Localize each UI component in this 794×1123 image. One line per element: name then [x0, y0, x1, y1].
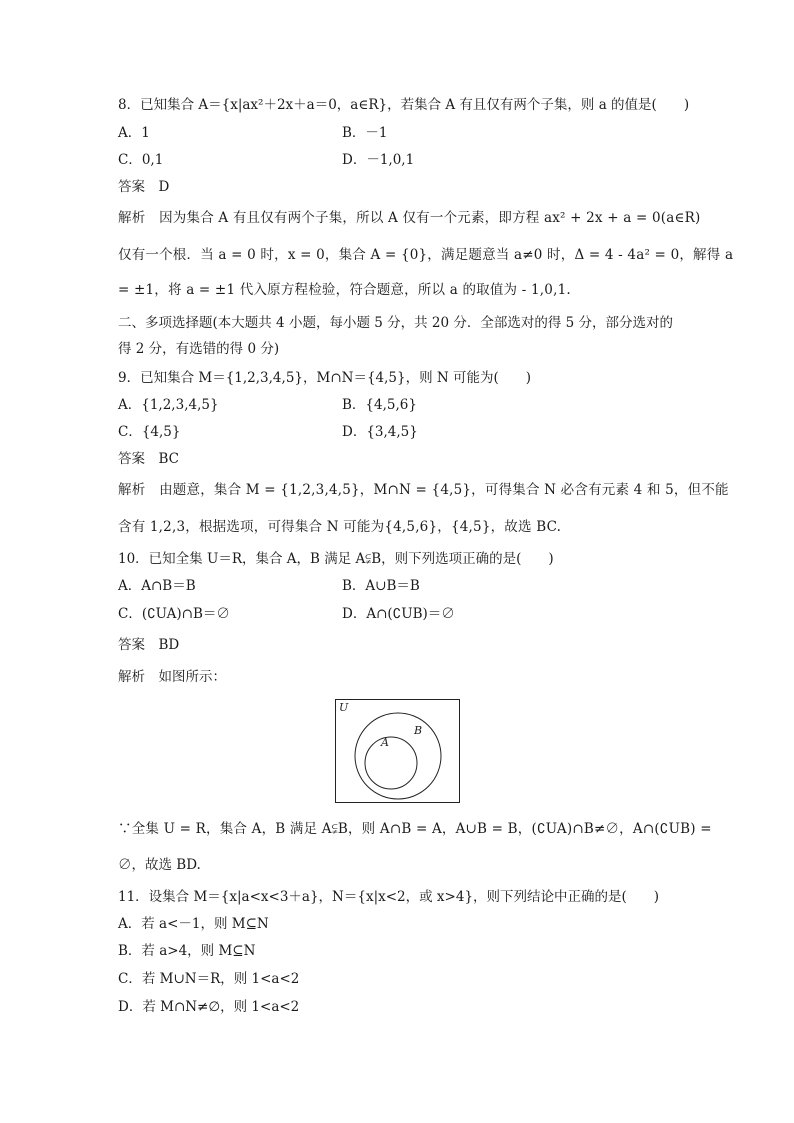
q8-option-a: A．1: [118, 125, 150, 141]
q9-option-c: C．{4,5}: [118, 424, 181, 440]
q10-option-a: A．A∩B＝B: [118, 578, 196, 594]
label-a: A: [381, 736, 389, 749]
q11-option-c: C．若 M∪N＝R，则 1<a<2: [118, 971, 300, 987]
q9-answer: 答案 BC: [118, 451, 180, 467]
q10-analysis-line-3: ∅，故选 BD.: [118, 857, 201, 873]
q8-analysis-line-2: 仅有一个根．当 a = 0 时，x = 0，集合 A = {0}，满足题意当 a≠0 时，Δ = 4 - 4a² = 0，解得 a: [118, 247, 734, 263]
q10-option-b: B．A∪B＝B: [342, 578, 420, 594]
q11-option-a: A．若 a<－1，则 M⊆N: [118, 916, 269, 932]
q10-option-d: D．A∩(∁UB)＝∅: [342, 606, 455, 622]
q10-stem: 10．已知全集 U＝R，集合 A，B 满足 A⫋B，则下列选项正确的是( ): [118, 551, 554, 567]
q10-analysis-line-2: ∵全集 U = R，集合 A，B 满足 A⫋B，则 A∩B = A，A∪B = B，(∁UA)∩B≠∅，A∩(∁UB) =: [118, 821, 712, 837]
q10-analysis-line-1: 解析 如图所示：: [118, 669, 226, 685]
q9-option-a: A．{1,2,3,4,5}: [118, 397, 219, 413]
q8-analysis-line-1: 解析 因为集合 A 有且仅有两个子集，所以 A 仅有一个元素，即方程 ax² + 2x + a = 0(a∈R): [118, 210, 701, 226]
q8-answer: 答案 D: [118, 179, 170, 195]
q10-option-c: C．(∁UA)∩B＝∅: [118, 606, 230, 622]
q10-answer: 答案 BD: [118, 637, 180, 653]
label-b: B: [414, 724, 423, 737]
q8-option-d: D．－1,0,1: [342, 152, 415, 168]
venn-diagram: [335, 699, 460, 803]
q8-option-c: C．0,1: [118, 152, 164, 168]
set-a-circle: [365, 737, 417, 789]
set-b-circle: [355, 713, 441, 799]
label-u: U: [339, 701, 349, 714]
q8-stem: 8．已知集合 A＝{x|ax²＋2x＋a＝0，a∈R}，若集合 A 有且仅有两个子集，则 a 的值是( ): [118, 97, 690, 113]
q9-option-d: D．{3,4,5}: [342, 424, 418, 440]
q9-analysis-line-1: 解析 由题意，集合 M = {1,2,3,4,5}，M∩N = {4,5}，可得集合 N 必含有元素 4 和 5，但不能: [118, 482, 729, 498]
q11-option-d: D．若 M∩N≠∅，则 1<a<2: [118, 999, 300, 1015]
q8-analysis-line-3: = ±1，将 a = ±1 代入原方程检验，符合题意，所以 a 的取值为 - 1,0,1.: [118, 282, 571, 298]
section2-heading-line-1: 二、多项选择题(本大题共 4 小题，每小题 5 分，共 20 分．全部选对的得 5 分，部分选对的: [118, 315, 674, 331]
q9-option-b: B．{4,5,6}: [342, 397, 417, 413]
q11-stem: 11．设集合 M＝{x|a<x<3＋a}，N＝{x|x<2，或 x>4}，则下列结论中正确的是( ): [118, 889, 660, 905]
venn-diagram-svg: [335, 699, 460, 803]
section2-heading-line-2: 得 2 分，有选错的得 0 分): [118, 341, 280, 357]
q11-option-b: B．若 a>4，则 M⊆N: [118, 943, 256, 959]
q9-analysis-line-2: 含有 1,2,3，根据选项，可得集合 N 可能为{4,5,6}，{4,5}，故选 BC.: [118, 519, 562, 535]
q9-stem: 9．已知集合 M＝{1,2,3,4,5}，M∩N＝{4,5}，则 N 可能为( ): [118, 370, 532, 386]
q8-option-b: B．－1: [342, 125, 388, 141]
